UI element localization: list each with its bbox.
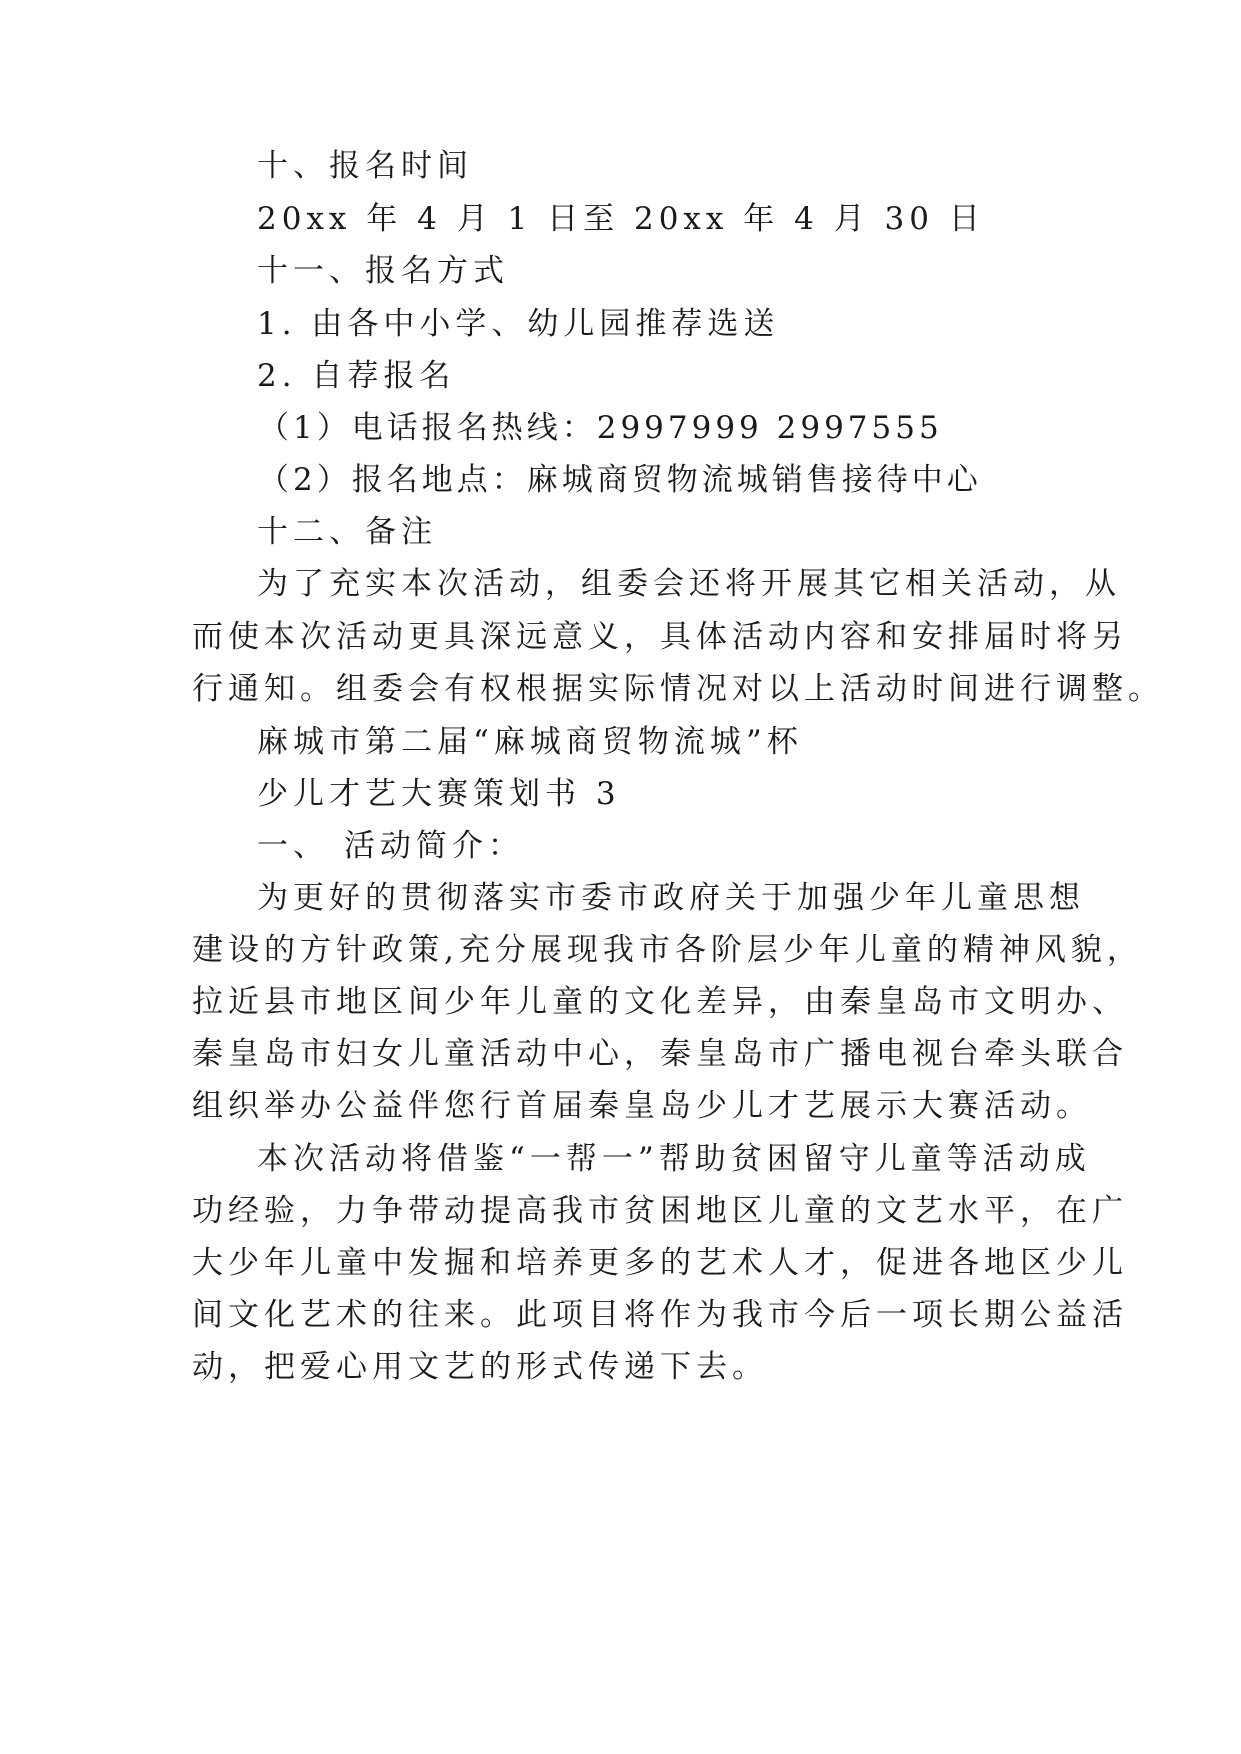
- method-subitem-hotline: （1）电话报名热线：2997999 2997555: [258, 410, 943, 446]
- section-heading-activity-intro: 一、 活动简介：: [257, 828, 524, 864]
- document-title-line: 麻城市第二届“麻城商贸物流城”杯: [257, 724, 803, 760]
- document-title-line: 少儿才艺大赛策划书 3: [257, 776, 621, 812]
- method-item-2: 2. 自荐报名: [257, 358, 456, 394]
- intro-paragraph-line: 动，把爱心用文艺的形式传递下去。: [192, 1349, 768, 1385]
- intro-paragraph-line: 间文化艺术的往来。此项目将作为我市今后一项长期公益活: [192, 1297, 1128, 1333]
- intro-paragraph-line: 功经验，力争带动提高我市贫困地区儿童的文艺水平，在广: [192, 1193, 1128, 1229]
- method-subitem-location: （2）报名地点：麻城商贸物流城销售接待中心: [258, 462, 982, 498]
- method-item-1: 1. 由各中小学、幼儿园推荐选送: [257, 306, 780, 342]
- notes-paragraph-line: 而使本次活动更具深远意义，具体活动内容和安排届时将另: [192, 619, 1128, 655]
- section-heading-registration-time: 十、报名时间: [257, 148, 473, 184]
- section-heading-registration-method: 十一、报名方式: [257, 253, 509, 289]
- intro-paragraph-line: 本次活动将借鉴“一帮一”帮助贫困留守儿童等活动成: [257, 1141, 1091, 1177]
- intro-paragraph-line: 大少年儿童中发掘和培养更多的艺术人才，促进各地区少儿: [192, 1245, 1128, 1281]
- section-heading-notes: 十二、备注: [257, 514, 437, 550]
- registration-date-range: 20xx 年 4 月 1 日至 20xx 年 4 月 30 日: [257, 201, 985, 237]
- intro-paragraph-line: 拉近县市地区间少年儿童的文化差异，由秦皇岛市文明办、: [192, 984, 1128, 1020]
- notes-paragraph-line: 行通知。组委会有权根据实际情况对以上活动时间进行调整。: [192, 671, 1164, 707]
- intro-paragraph-line: 组织举办公益伴您行首届秦皇岛少儿才艺展示大赛活动。: [192, 1088, 1092, 1124]
- intro-paragraph-line: 秦皇岛市妇女儿童活动中心，秦皇岛市广播电视台牵头联合: [192, 1036, 1128, 1072]
- intro-paragraph-line: 建设的方针政策,充分展现我市各阶层少年儿童的精神风貌，: [192, 932, 1143, 968]
- intro-paragraph-line: 为更好的贯彻落实市委市政府关于加强少年儿童思想: [257, 880, 1085, 916]
- notes-paragraph-line: 为了充实本次活动，组委会还将开展其它相关活动，从: [257, 566, 1121, 602]
